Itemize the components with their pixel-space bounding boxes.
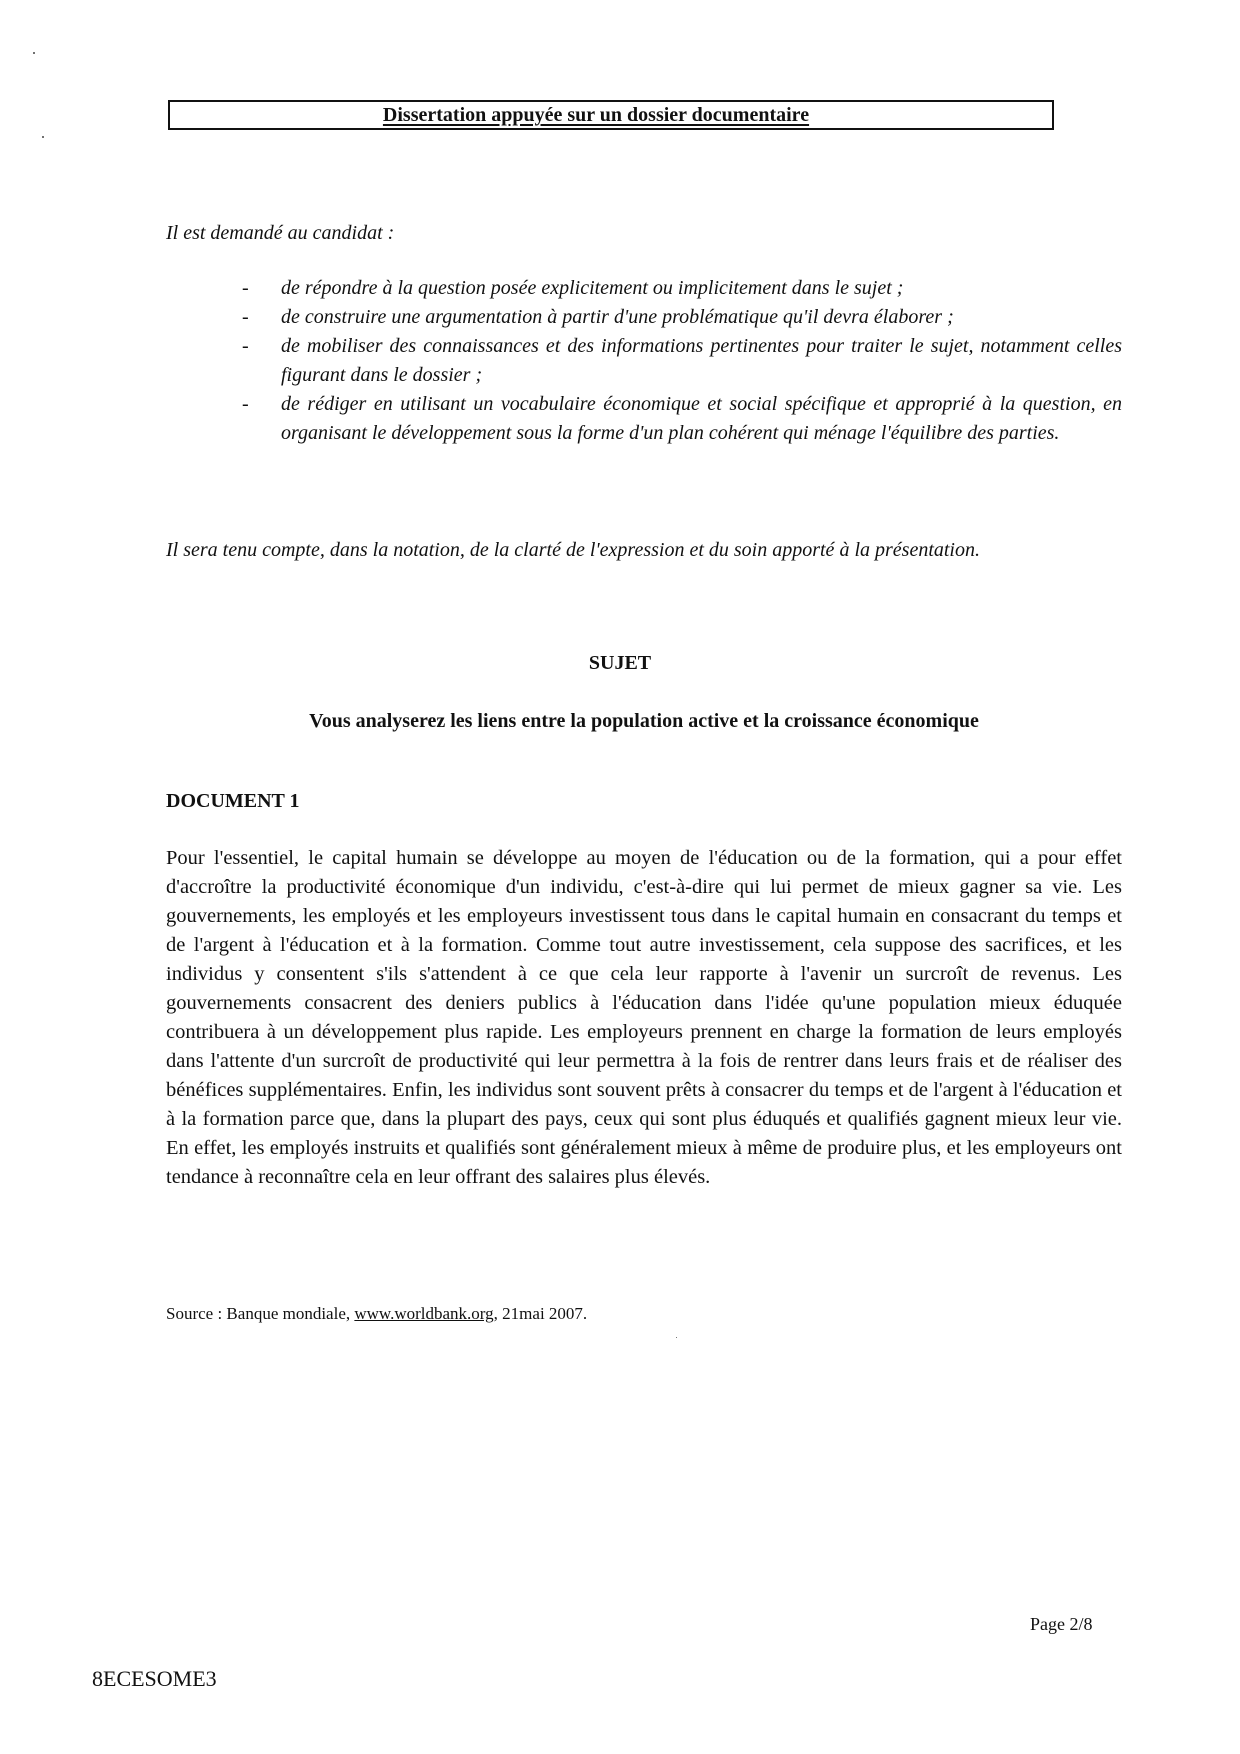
- document-heading: DOCUMENT 1: [166, 790, 300, 812]
- exam-code: 8ECESOME3: [92, 1666, 217, 1691]
- list-dash: -: [242, 277, 249, 299]
- instruction-item: [238, 303, 1122, 332]
- instruction-text: de mobiliser des connaissances et des informations pertinentes pour traiter le sujet, notamment celles figurant dans le dossier ;: [281, 335, 1122, 386]
- instructions-intro: Il est demandé au candidat :: [166, 222, 395, 244]
- scan-speck: [676, 1337, 677, 1338]
- list-dash: -: [242, 393, 249, 415]
- scan-speck: [33, 52, 35, 54]
- source-link[interactable]: www.worldbank.org: [354, 1304, 494, 1323]
- instruction-item: [238, 390, 1122, 448]
- source-prefix: Source : Banque mondiale,: [166, 1304, 355, 1323]
- title-box: [168, 100, 1054, 130]
- instruction-text: de rédiger en utilisant un vocabulaire économique et social spécifique et approprié à la question, en organisant le développement sous la forme d'un plan cohérent qui ménage l'équilibre des parties.: [281, 393, 1122, 444]
- scan-speck: [42, 136, 44, 138]
- list-dash: -: [242, 335, 249, 357]
- sujet-heading: SUJET: [588, 652, 652, 674]
- instruction-item: [238, 332, 1122, 390]
- page-title: Dissertation appuyée sur un dossier documentaire: [382, 104, 810, 126]
- grading-note: Il sera tenu compte, dans la notation, de la clarté de l'expression et du soin apporté à la présentation.: [166, 539, 980, 561]
- document-body: Pour l'essentiel, le capital humain se développe au moyen de l'éducation ou de la formation, qui a pour effet d'accroître la productivité économique d'un individu, c'est-à-dire qui lui permet de mieux gagner sa vie. Les gouvernements, les employés et les employeurs investissent tous dans le capital humain en consacrant du temps et de l'argent à l'éducation et à la formation. Comme tout autre investissement, cela suppose des sacrifices, et les individus y consentent s'ils s'attendent à ce que cela leur rapporte à l'avenir un surcroît de revenus. Les gouvernements consacrent des deniers publics à l'éducation dans l'idée qu'une population mieux éduquée contribuera à un développement plus rapide. Les employeurs prennent en charge la formation de leurs employés dans l'attente d'un surcroît de productivité qui leur permettra à la fois de rentrer dans leurs frais et de réaliser des bénéfices supplémentaires. Enfin, les individus sont souvent prêts à consacrer du temps et de l'argent à l'éducation et à la formation parce que, dans la plupart des pays, ceux qui sont plus éduqués et qualifiés gagnent mieux leur vie. En effet, les employés instruits et qualifiés sont généralement mieux à même de produire plus, et les employeurs ont tendance à reconnaître cela en leur offrant des salaires plus élevés.: [166, 847, 1122, 1188]
- list-dash: -: [242, 306, 249, 328]
- instruction-text: de construire une argumentation à partir d'une problématique qu'il devra élaborer ;: [281, 306, 954, 328]
- instruction-text: de répondre à la question posée explicitement ou implicitement dans le sujet ;: [281, 277, 904, 299]
- source-suffix: , 21mai 2007.: [493, 1304, 588, 1323]
- page-number: Page 2/8: [1030, 1614, 1093, 1634]
- instructions-list: [238, 274, 1122, 448]
- instruction-item: [238, 274, 1122, 303]
- document-source: [166, 1304, 587, 1324]
- sujet-text: Vous analyserez les liens entre la population active et la croissance économique: [309, 710, 979, 732]
